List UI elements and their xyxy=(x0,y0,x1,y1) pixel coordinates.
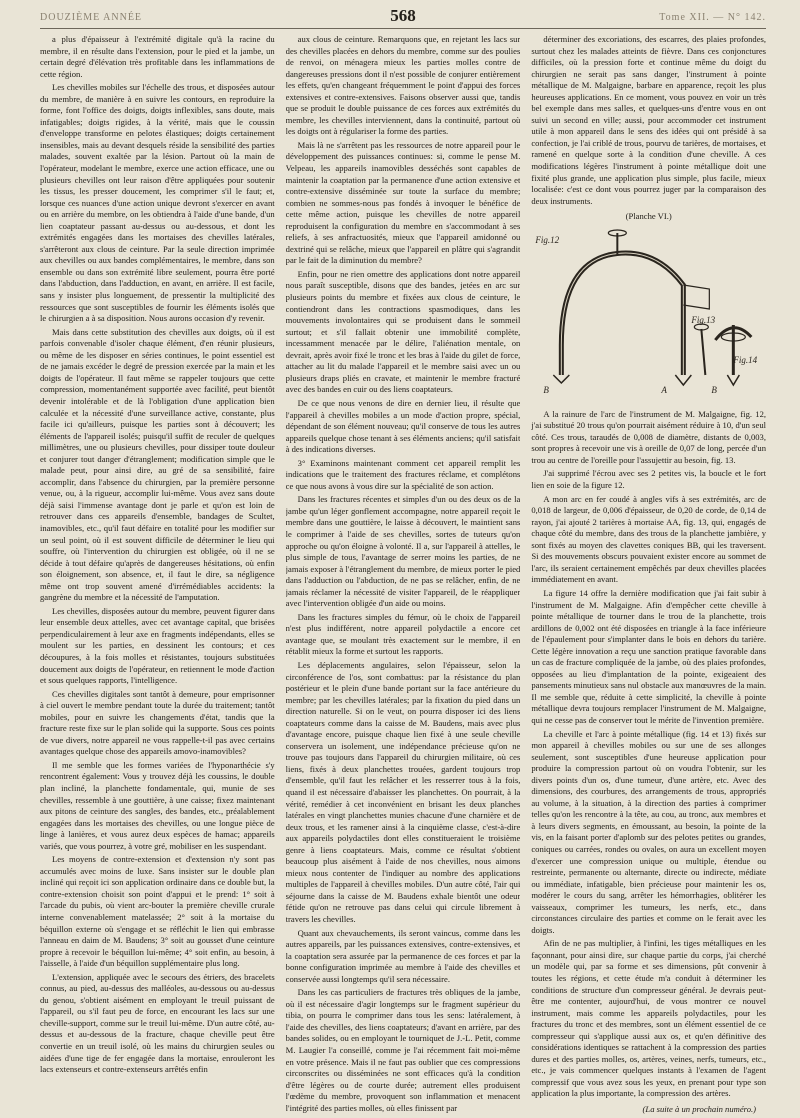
paragraph: Mais dans cette substitution des chevilles aux doigts, où il est parfois convenable d'isoler chaque élément, d'en réunir plusieurs, ou même de les disposer en séries continues, le point essentiel est de ne jamais excéder le degré de pression exercée par la main et les doigts de l'opérateur. Il faut même se rappeler toujours que cette compression, momentanément supportée avec facilité, peut bientôt devenir intolérable et de là l'obligation d'une application bien calculée et la nécessité d'une surveillance active, constante, plus facile ici qu'ailleurs, puisque les parties sont à découvert; les éléments de l'appareil isolés; puisqu'il suffit de reculer de quelques millimètres, une ou plusieurs chevilles, pour dissiper toute douleur et conjurer tout danger d'étranglement; modification simple que le malade peut, pour ainsi dire, au gré de sa sensibilité, faire accomplir, dans l'absence du chirurgien, par la première personne venue, ou, à la rigueur, accomplir lui-même. Vous avez sans doute déjà saisi l'immense avantage dont je parle et qu'on est loin de retrouver dans ces appareils d'ensemble, bandages de Scultet, inamovibles, etc., qu'il faut défaire en totalité pour les modifier sur un seul point, où il est souvent difficile de déterminer le lieu qui souffre, où l'intervention du chirurgien est obligée, où il ne se décide à tout défaire qu'après de dangereuses hésitations, où enfin son éloignement, son absence, et, il faut le dire, sa négligence même ont trop souvent amené d'irrémédiables accidents: la gangrène du membre et la nécessité de l'amputation. xyxy=(40,326,275,603)
paragraph: De ce que nous venons de dire en dernier lieu, il résulte que l'appareil à chevilles mobiles a un mode d'action propre, spécial, dépendant de son élément nouveau; qu'il conserve de tous les autres appareils quelque chose tenant à ses éléments anciens; qu'il satisfait à des indications diverses. xyxy=(285,397,521,455)
continuation-note: (La suite à un prochain numéro.) xyxy=(642,1104,757,1114)
label-b: B xyxy=(543,384,550,395)
paragraph: aux clous de ceinture. Remarquons que, en rejetant les lacs sur des chevilles placées en dehors du membre, comme sur des poulies de renvoi, on ménagera mieux les parties molles contre de dangereuses pressions dont il n'est possible de conjurer entièrement les effets, qu'en changeant fréquemment le point d'appui des forces extensives et contre-extensives. Faisons observer aussi que, tandis que se produit le double puissance de ces forces aux extrémités du membre, les chevilles interviennent, dans la continuité, partout où les doigts ont à régulariser la forme des parties. xyxy=(285,34,521,137)
paragraph: La cheville et l'arc à pointe métallique (fig. 14 et 13) fixés sur mon appareil à chevilles mobiles ou sur une de ses allonges seulement, sont susceptibles d'une heureuse application pour produire la compression partout où on voudra l'obtenir, sur les divers points d'un os, d'une tumeur, d'une artère, etc. Avec des dimensions, des courbures, des arrangements de trous, appropriés au volume, à la situation, à la direction des parties à comprimer telles qu'on les rencontre à la tête, au cou, au tronc, aux membres et à leurs divers segments, en émoussant, au besoin, la pointe de la vis, en la faisant porter d'aplomb sur des pelotes petites ou grandes, coniques ou carrées, rondes ou ovales, on aura un excellent moyen d'exercer une compression unique ou multiple, étendue ou restreinte, permanente ou alternante, directe ou indirecte, médiate ou immédiate, infatigable, bien précieuse pour maintenir les os, modérer le cours du sang, arrêter les hémorrhagies, oblitérer les vaisseaux, comprimer les tumeurs, les nerfs, etc., dans circonstances circulaire des parties et comme on le ferait avec les doigts. xyxy=(531,728,767,935)
paragraph: Mais là ne s'arrêtent pas les ressources de notre appareil pour le développement des puissances continues: si, comme le pense M. Velpeau, les appareils inamovibles desséchés sont capables de maintenir la coaptation par la permanence d'une action extensive et contre-extensive disséminée sur toute la surface du membre; combien ne sommes-nous pas fondés à invoquer le bénéfice de cette même action, puisque les chevilles de notre appareil reproduisent la configuration du membre en s'accommodant à ses reliefs, à ses anfractuosités, mieux que l'appareil amidonné ou dextriné qui se relâche, mieux que l'appareil en plâtre qui s'agrandit par le fait de la diminution du membre? xyxy=(285,139,521,266)
paragraph: La figure 14 offre la dernière modification que j'ai fait subir à l'instrument de M. Malgaigne. Afin d'empêcher cette cheville à pointe métallique de tourner dans le trou de la planchette, trois ardillons de 0,002 ont été disposées en triangle à la face inférieure de l'épaulement pour s'implanter dans le bois en dehors du tarière. Cette légère innovation a reçu une sanction pratique favorable dans un cas de fracture compliquée de la jambe, où des plaies profondes, opposées au lieu d'implantation de la pointe, exigeaient des pansements minutieux sans nul obstacle aux manœuvres de la main. Il me semble que, réduite à cette simplicité, la cheville à pointe métallique devra toujours remplacer l'instrument de M. Malgaigne, qui ne cesse pas de conserver tout le mérite de l'invention première. xyxy=(531,587,767,725)
paragraph: A mon arc en fer coudé à angles vifs à ses extrémités, arc de 0,018 de largeur, de 0,006 d'épaisseur, de 0,20 de corde, de 0,14 de rayon, j'ai ajouté 2 tarières à mortaise AA, fig. 13, qui, engagés de chaque côté du membre, dans des trous de la planchette jambière, y sont fixés au moyen des clavettes coniques BB, qui les traversent. Si des mouvements obscurs pouvaient exister encore au sommet de l'arc, ils seraient certainement empêchés par deux chevilles placées immédiatement en avant. xyxy=(531,493,767,585)
paragraph: Enfin, pour ne rien omettre des applications dont notre appareil nous paraît susceptible, disons que des bandes, jetées en arc sur plusieurs points du membre et fixées aux clous de ceinture, le contiendront dans les contractions spasmodiques, dans les mouvements involontaires qui se produisent dans le sommeil surtout; et s'il fallait obtenir une immobilité complète, incessamment menacée par le délire, l'aliénation mentale, on devrait, après avoir fixé le tronc et les bras à l'aide du gilet de force, attacher au lit du malade l'appareil et le membre saisi avec un ou plusieurs draps pliés en cravate, et maintenir le membre fracturé avec des bandes en cuir ou des liens coaptateurs. xyxy=(285,268,521,395)
fig13-label: Fig.13 xyxy=(691,314,716,325)
label-a: A xyxy=(661,384,668,395)
column-2 xyxy=(286,34,521,1114)
column-1 xyxy=(40,34,275,1114)
paragraph: L'extension, appliquée avec le secours des étriers, des bracelets connus, au pied, au-dessus des malléoles, au-dessous ou au-dessus du genou, s'obtient aisément en employant le treuil puissant de l'appareil, ou s'il faut peu de force, en encourant les lacs sur une cheville-support, comme sur le treuil lui-même. D'un autre côté, au-dessus et au-dessous de la fracture, chaque cheville peut être convertie en un treuil isolé, où les mains du chirurgien seules ou aidées d'une tige de fer engagée dans la mortaise, enrouleront les lacs extenseurs et contre-extenseurs arrêtés enfin xyxy=(40,971,275,1075)
paragraph: Les moyens de contre-extension et d'extension n'y sont pas accumulés avec moins de luxe. Sans insister sur le double plan incliné qui reçoit ici son application ordinaire dans ce double but, la contre-extension choisit son point d'appui et le prend: 1° soit à l'arcade du pubis, où vient arc-bouter la première cheville crurale interne convenablement matelassée; 2° soit à la mortaise du béquillon externe où s'engage et se réfléchit le lien qui embrasse l'anneau en daim de M. Baudens; 3° soit au gousset d'une ceinture propre à recevoir le béquillon lui-même; 4° soit enfin, au besoin, à l'aisselle, à l'aide d'un béquillon supplémentaire plus long. xyxy=(40,854,275,969)
label-b-right: B xyxy=(711,384,718,395)
fig12-drawing xyxy=(554,230,710,385)
fig12-label: Fig.12 xyxy=(535,234,560,245)
paragraph: Ces chevilles digitales sont tantôt à demeure, pour emprisonner à ciel ouvert le membre pendant toute la durée du traitement; tantôt mobiles, pour en suivre les changements d'état, tandis que la fracture reste fixe sur le plan solide qui la supporte. Sous ces points de vue divers, notre appareil ne vous rappelle-t-il pas avec certains avantages quelque chose des appareils amovo-inamovibles? xyxy=(40,688,275,757)
plate-illustration xyxy=(531,225,766,403)
fig14-label: Fig.14 xyxy=(733,354,758,365)
header-right: Tome XII. — N° 142. xyxy=(659,12,766,23)
fig13-drawing xyxy=(695,324,709,375)
paragraph: Dans les cas particuliers de fractures très obliques de la jambe, où il est nécessaire d'agir longtemps sur le fragment supérieur du tibia, on pourra le comprimer dans tous les sens: latéralement, à l'aide des chevilles, des liens coaptateurs; d'avant en arrière, par des bandes solides, ou en employant le tourniquet de J.-L. Petit, comme M. Laugier l'a conseillé, comme je l'ai récemment fait moi-même en votre présence. Mais il ne faut pas oublier que ces compressions circonscrites ou disséminées ne sont efficaces qu'à la condition d'être légères ou de courte durée; autrement elles produisent l'œdème du membre, provoquent son inflammation et menacent l'intégrité des parties molles, où elles finissent par xyxy=(285,987,521,1113)
paragraph: Les déplacements angulaires, selon l'épaisseur, selon la circonférence de l'os, sont combattus: par la résistance du plan postérieur et le plein d'une bande portant sur la face antérieure du membre; par les chevilles latérales; par la fixation du pied dans un direction naturelle. Si on le veut, on pourra disposer ici des liens coaptateurs comme dans la caisse de M. Baudens, mais avec plus d'avantage encore, puisque chaque lien fixé à une seule cheville conservera un isolement, une indépendance précieuse qu'on ne trouve pas toujours dans l'appareil du chirurgien militaire, où ces liens, fixés à deux planchettes trouées, gardent toujours trop d'ensemble, qu'il faut les relâcher et les resserrer tous à la fois, quand il est nécessaire d'abaisser les planchettes. On pourrait, à la vérité, remédier à cet inconvénient en brisant les deux planches latérales en vingt planchettes munies chacune d'une charnière et de deux trous, et les ramener ainsi à la cinquième classe, c'est-à-dire aux appareils polydactiles dont elles constitueraient le troisième genre à liens coaptateurs. Mais, comme ce résultat s'obtient beaucoup plus aisément à l'aide de nos chevilles, nous aimons mieux nous contenter de l'indiquer au nombre des applications multiples de l'appareil à chevilles mobiles. D'un autre côté, l'air qui séjourne dans la caisse de M. Baudens exhale bientôt une odeur fétide qu'on ne retrouve pas dans celui qui circule librement à travers les chevilles. xyxy=(285,659,521,925)
paragraph: Il me semble que les formes variées de l'hyponarthécie s'y rencontrent également: Vous y trouvez déjà les coussins, le double plan incliné, la planchette fondamentale, qui, munie de ses chevilles, ressemble à une gouttière, à une caisse; fixez maintenant aux pitons de ceinture des sangles, des bandes, etc., préalablement engagées dans les mortaises des chevilles, ou une longue pièce de linge à lanières, et vous aurez deux espèces de hamac; appareils variés, que vous pourrez, à votre gré, mobiliser en les suspendant. xyxy=(40,759,275,851)
instrument-figures xyxy=(531,225,766,403)
header-left: DOUZIÈME ANNÉE xyxy=(40,12,143,23)
page-header xyxy=(40,6,766,29)
paragraph: A la rainure de l'arc de l'instrument de M. Malgaigne, fig. 12, j'ai substitué 20 trous qu'on pourrait aisément réduire à 10, d'un seul côté. Ces trous, taraudés de 0,008 de diamètre, distants de 0,003, sont propres à recevoir une vis à oreille de 0,07 de long, percée d'un trou au centre de l'oreille pour l'assujettir au besoin, fig. 13. xyxy=(531,408,767,465)
paragraph: Afin de ne pas multiplier, à l'infini, les tiges métalliques en les façonnant, pour ainsi dire, sur chaque partie du corps, j'ai cherché un modèle qui, par sa forme et ses dimensions, pût convenir à toutes les régions, et cette étude m'a conduit à déterminer les conditions de structure d'un compresseur général. Je devrais peut-être me contenter, aujourd'hui, de vous montrer ce nouvel instrument, mais comme les appareils polydactiles, pour les fractures du tronc et des membres, sont un élément essentiel de ce compresseur qui s'applique aussi aux os, et qu'en définitive des considérations identiques se rattachent à la compression des parties dures et des parties molles, os, artères, veines, nerfs, tumeurs, etc., etc., je vais commencer quelques instants à l'examen de l'agent compressif que vous avez sous les yeux, en prenant pour type son application la plus importante, la compression des artères. xyxy=(531,938,767,1099)
paragraph: Quant aux chevauchements, ils seront vaincus, comme dans les autres appareils, par les puissances extensives, contre-extensives, et la coaptation sera assurée par la permanence de ces forces et par la bonne configuration imprimée au membre à l'aide des chevilles et conservée aussi longtemps qu'il sera nécessaire. xyxy=(285,927,521,984)
paragraph: Dans les fractures récentes et simples d'un ou des deux os de la jambe qu'un léger gonflement accompagne, notre appareil reçoit le membre dans une gouttière, le laisse à découvert, le maintient sans le comprimer à l'aide de ses chevilles, sortes de tuteurs qu'on approche ou qu'on éloigne à volonté. Il a, sur l'appareil à attelles, le plus simple de tous, l'avantage de serrer moins les parties, de ne jamais exposer à l'étranglement du membre, de mieux porter le pied dans l'adduction ou l'abduction, de ne pas se relâcher, enfin, de ne jamais réclamer la nécessité de visiter l'appareil, de le réappliquer avec l'intervention obligée d'un aide ou moins. xyxy=(285,494,521,609)
paragraph: 3° Examinons maintenant comment cet appareil remplit les indications que le traitement des fractures réclame, et complétons ce que nous avons à vous dire sur la spécialité de son action. xyxy=(285,457,521,491)
paragraph: a plus d'épaisseur à l'extrémité digitale qu'à la racine du membre, il en résulte dans l'extension, pour le pied et la jambe, un certain degré d'élévation très profitable dans les inflammations de cette région. xyxy=(40,34,275,79)
column-3 xyxy=(531,34,766,1114)
plate-title: (Planche VI.) xyxy=(625,211,672,222)
paragraph: Les chevilles, disposées autour du membre, peuvent figurer dans leur ensemble deux attelles, avec cet avantage capital, que brisées perpendiculairement à leur axe en fragments indépendants, elles se moulent sur les parties, en dessinent les contours; et ces découpures, à la fois molles et résistantes, toujours substituées doucement aux doigts de l'opérateur, en retiennent le mode d'action et sous quelques rapports, l'intelligence. xyxy=(40,605,275,686)
paragraph: déterminer des excoriations, des escarres, des plaies profondes, surtout chez les malades atteints de fièvre. Dans ces conjonctures difficiles, où la pression forte et continue même du doigt du chirurgien ne serait pas sans danger, l'instrument à pointe métallique de M. Malgaigne, barbare en apparence, reçoit les plus heureuses applications. En ce moment, vous pouvez en voir un très bel exemple dans mes salles, et quelques-uns d'entre vous en ont suivi un second en ville; aussi, pour accommoder cet instrument utile à mon appareil dans le sens des idées qui ont présidé à sa confection, je l'ai criblé de trous, pourvu de tarières, de mortaises, et ramené en quelque sorte à la condition d'une cheville. A ces modifications légères l'instrument à pointe métallique doit une fixité plus grande, une application plus simple, plus facile, mieux localisée: c'est ce dont vous pourrez juger par la comparaison des deux instruments. xyxy=(531,34,767,206)
paragraph: Dans les fractures simples du fémur, où le choix de l'appareil n'est plus indifférent, notre appareil polydactile a encore cet avantage que, se moulant très exactement sur le membre, il en rétablit mieux la forme et surtout les rapports. xyxy=(285,611,521,657)
paragraph: Les chevilles mobiles sur l'échelle des trous, et disposées autour du membre, de manière à en suivre les contours, en reproduire la forme, font l'office des doigts, doigts inflexibles, sans doute, mais infatigables; doigts rigides, à la vérité, mais que le coussin d'enveloppe transforme en pelotes élastiques; doigts certainement insensibles, mais au devant desquels réside la sensibilité des parties malades, souvent exaltée par la lésion. Partout où la main de l'opérateur, modelant le membre, exerce une action efficace, une ou plusieurs chevilles ont leur raison d'être appliquées pour soutenir les tissus, les presser doucement, les comprimer s'il le faut; et, lorsque ces nuances d'une action unique devront s'exercer en avant ou en arrière du membre, on les obtiendra à l'aide d'une bande, d'un lien coaptateur passant au-dessus ou au-dessous, et dont les extrémités engagées dans les mortaises des chevilles latérales, s'arrêteront aux clous de ceinture. Par la seule direction imprimée aux chevilles ou aux bandes complémentaires, le membre, dans son ensemble ou dans son extrémité libre seulement, pourra être porté dans l'abduction, dans l'adduction, en avant, en arrière. Il est facile, sans y insister plus longuement, de pressentir la multiplicité des ressources que sont susceptibles de fournir les éléments isolés que le chirurgien a à sa disposition. Nous aurons occasion d'y revenir. xyxy=(40,82,275,324)
text-columns xyxy=(40,34,766,1114)
paragraph: J'ai supprimé l'écrou avec ses 2 petites vis, la boucle et le fort lien en soie de la figure 12. xyxy=(531,468,767,491)
page-number: 568 xyxy=(390,6,416,25)
